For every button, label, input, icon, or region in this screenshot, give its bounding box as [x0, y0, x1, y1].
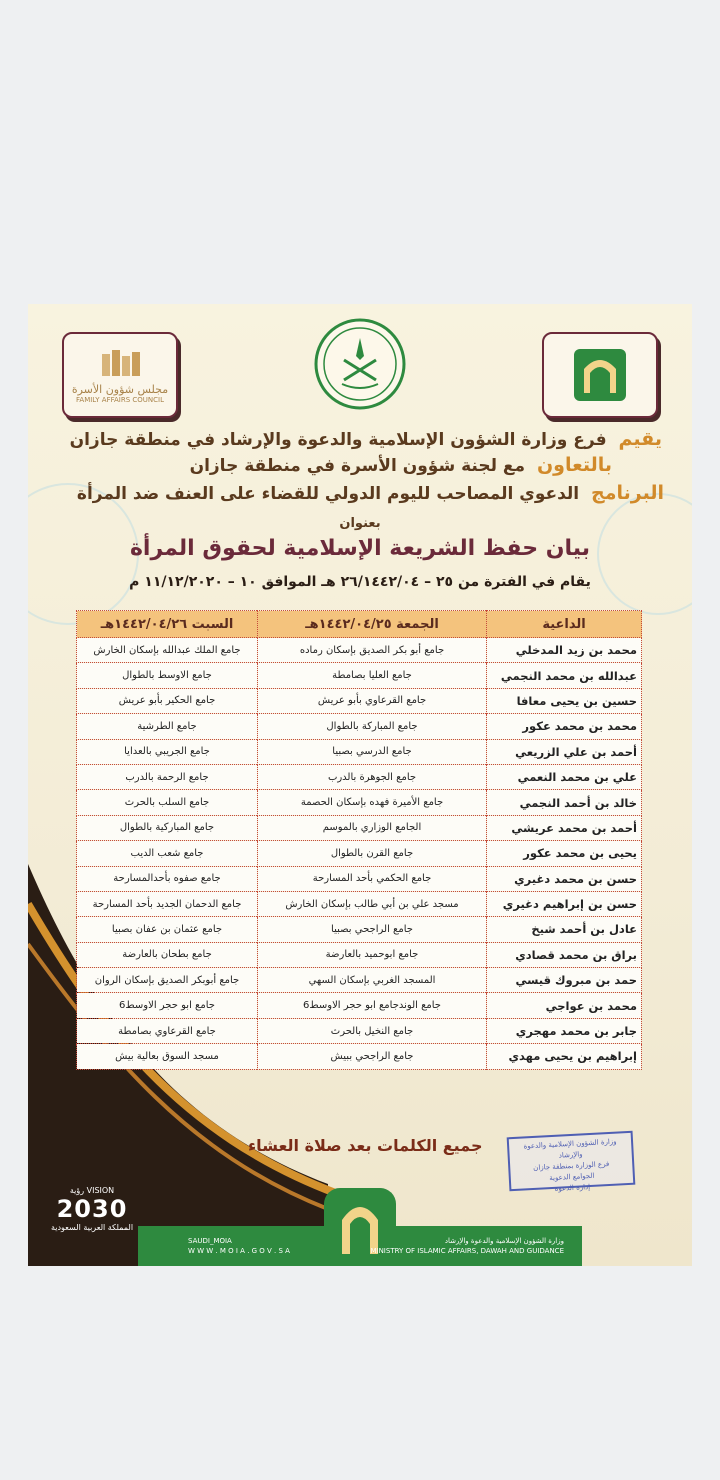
saturday-cell: جامع عثمان بن عفان بصبيا — [77, 917, 258, 942]
footer-contact — [188, 1236, 290, 1256]
stamp-line-2: فرع الوزارة بمنطقة جازان — [532, 1160, 610, 1172]
friday-cell: جامع العليا بصامطة — [258, 663, 487, 688]
line3-keyword: البرنامج — [591, 482, 664, 504]
preacher-cell: عبدالله بن محمد النجمي — [487, 663, 642, 688]
saturday-cell: جامع الاوسط بالطوال — [77, 663, 258, 688]
preacher-cell: أحمد بن محمد عريشي — [487, 815, 642, 840]
saturday-cell: جامع أبوبكر الصديق بإسكان الروان — [77, 968, 258, 993]
friday-cell: جامع ابوحميد بالعارضة — [258, 942, 487, 967]
saturday-cell: جامع الرحمة بالدرب — [77, 764, 258, 789]
header-preacher: الداعية — [487, 611, 642, 638]
table-row — [77, 917, 642, 942]
saturday-cell: جامع ابو حجر الاوسط6 — [77, 993, 258, 1018]
line1-keyword: يقيم — [618, 428, 662, 450]
header-saturday: السبت ١٤٤٢/٠٤/٢٦هـ — [77, 611, 258, 638]
friday-cell: جامع الأميرة فهده بإسكان الحصمة — [258, 790, 487, 815]
saturday-cell: جامع الملك عبدالله بإسكان الخارش — [77, 638, 258, 663]
mosque-icon — [568, 343, 632, 407]
friday-cell: مسجد علي بن أبي طالب بإسكان الخارش — [258, 891, 487, 916]
line2-text: مع لجنة شؤون الأسرة في منطقة جازان — [189, 456, 526, 476]
footer-note: جميع الكلمات بعد صلاة العشاء — [248, 1136, 483, 1155]
friday-cell: جامع الراجحي بصبيا — [258, 917, 487, 942]
stamp-line-1: وزارة الشؤون الإسلامية والدعوة والإرشاد — [523, 1137, 617, 1160]
family-council-title: مجلس شؤون الأسرة — [71, 383, 169, 396]
vision-year: 2030 — [56, 1195, 128, 1223]
saturday-cell: جامع شعب الديب — [77, 841, 258, 866]
table-row — [77, 663, 642, 688]
saturday-cell: جامع صفوه بأحدالمسارحة — [77, 866, 258, 891]
preacher-cell: حمد بن مبروك قيسي — [487, 968, 642, 993]
preacher-cell: علي بن محمد النعمي — [487, 764, 642, 789]
family-council-icon — [96, 346, 144, 380]
social-handle: SAUDI_MOIA — [188, 1237, 232, 1245]
preacher-cell: حسين بن يحيى معافا — [487, 688, 642, 713]
line3-text: الدعوي المصاحب لليوم الدولي للقضاء على العنف ضد المرأة — [76, 484, 580, 504]
friday-cell: المسجد الغربي بإسكان السهي — [258, 968, 487, 993]
preacher-cell: خالد بن أحمد النجمي — [487, 790, 642, 815]
table-row — [77, 841, 642, 866]
table-row — [77, 688, 642, 713]
preacher-cell: حسن بن إبراهيم دغيري — [487, 891, 642, 916]
friday-cell: جامع النخيل بالحرث — [258, 1018, 487, 1043]
page-title: بيان حفظ الشريعة الإسلامية لحقوق المرأة — [129, 536, 591, 561]
friday-cell: جامع القرعاوي بأبو عريش — [258, 688, 487, 713]
friday-cell: جامع الحكمي بأحد المسارحة — [258, 866, 487, 891]
stamp-line-3: الجوامع الدعوية — [549, 1171, 595, 1183]
table-header-row — [77, 611, 642, 638]
table-row — [77, 993, 642, 1018]
vision-label: VISION رؤية — [69, 1186, 115, 1195]
table-row — [77, 891, 642, 916]
preacher-cell: محمد بن محمد عكور — [487, 714, 642, 739]
table-row — [77, 1018, 642, 1043]
saudi-emblem-icon — [314, 318, 406, 410]
preacher-cell: حسن بن محمد دغيري — [487, 866, 642, 891]
saturday-cell: جامع الحكير بأبو عريش — [77, 688, 258, 713]
preacher-cell: إبراهيم بن يحيى مهدي — [487, 1044, 642, 1069]
date-range: يقام في الفترة من ٢٥ – ٢٦/١٤٤٢/٠٤ هـ الموافق ١٠ – ١١/١٢/٢٠٢٠ م — [129, 574, 591, 590]
preacher-cell: يحيى بن محمد عكور — [487, 841, 642, 866]
preacher-cell: محمد بن عواجي — [487, 993, 642, 1018]
saturday-cell: مسجد السوق بعالية بيش — [77, 1044, 258, 1069]
saturday-cell: جامع الدحمان الجديد بأحد المسارحة — [77, 891, 258, 916]
table-row — [77, 815, 642, 840]
table-row — [77, 866, 642, 891]
header-line-2 — [190, 454, 612, 476]
saturday-cell: جامع المباركية بالطوال — [77, 815, 258, 840]
table-row — [77, 739, 642, 764]
header-friday: الجمعة ١٤٤٢/٠٤/٢٥هـ — [258, 611, 487, 638]
friday-cell: جامع أبو بكر الصديق بإسكان رماده — [258, 638, 487, 663]
table-row — [77, 790, 642, 815]
friday-cell: الجامع الوزاري بالموسم — [258, 815, 487, 840]
header-line-3 — [77, 482, 664, 504]
preacher-cell: براق بن محمد قصادي — [487, 942, 642, 967]
poster — [28, 304, 692, 1266]
friday-cell: جامع الدرسي بصبيا — [258, 739, 487, 764]
family-council-sub: FAMILY AFFAIRS COUNCIL — [76, 396, 164, 404]
footer-ministry — [370, 1236, 564, 1256]
friday-cell: جامع القرن بالطوال — [258, 841, 487, 866]
preacher-cell: جابر بن محمد مهجري — [487, 1018, 642, 1043]
website-link[interactable]: W W W . M O I A . G O V . S A — [188, 1247, 290, 1255]
saturday-cell: جامع القرعاوي بصامطة — [77, 1018, 258, 1043]
friday-cell: جامع الراجحي ببيش — [258, 1044, 487, 1069]
saturday-cell: جامع بطحان بالعارضة — [77, 942, 258, 967]
saturday-cell: جامع السلب بالحرث — [77, 790, 258, 815]
official-stamp — [507, 1131, 636, 1192]
ministry-logo-box — [542, 332, 658, 418]
subtitle: بعنوان — [339, 516, 381, 531]
vision-2030-logo — [40, 1186, 144, 1242]
header-line-1 — [70, 428, 662, 450]
friday-cell: جامع المباركة بالطوال — [258, 714, 487, 739]
ministry-name-ar: وزارة الشؤون الإسلامية والدعوة والإرشاد — [444, 1237, 564, 1245]
table-row — [77, 968, 642, 993]
table-row — [77, 1044, 642, 1069]
table-row — [77, 942, 642, 967]
friday-cell: جامع الوندجامع ابو حجر الاوسط6 — [258, 993, 487, 1018]
table-row — [77, 714, 642, 739]
preacher-cell: أحمد بن علي الزريعي — [487, 739, 642, 764]
stamp-line-4: إدارة الدعوة — [554, 1183, 591, 1193]
table-row — [77, 764, 642, 789]
schedule-table — [76, 610, 642, 1070]
family-council-logo-box — [62, 332, 178, 418]
friday-cell: جامع الجوهرة بالدرب — [258, 764, 487, 789]
ministry-name-en: MINISTRY OF ISLAMIC AFFAIRS, DAWAH AND GUIDANCE — [370, 1247, 564, 1255]
line1-text: فرع وزارة الشؤون الإسلامية والدعوة والإرشاد في منطقة جازان — [69, 430, 607, 450]
line2-keyword: بالتعاون — [536, 454, 612, 476]
table-row — [77, 638, 642, 663]
saturday-cell: جامع الطرشية — [77, 714, 258, 739]
preacher-cell: محمد بن زيد المدخلي — [487, 638, 642, 663]
vision-sub: المملكة العربية السعودية — [50, 1223, 134, 1232]
preacher-cell: عادل بن أحمد شيخ — [487, 917, 642, 942]
saturday-cell: جامع الجريبي بالعدايا — [77, 739, 258, 764]
